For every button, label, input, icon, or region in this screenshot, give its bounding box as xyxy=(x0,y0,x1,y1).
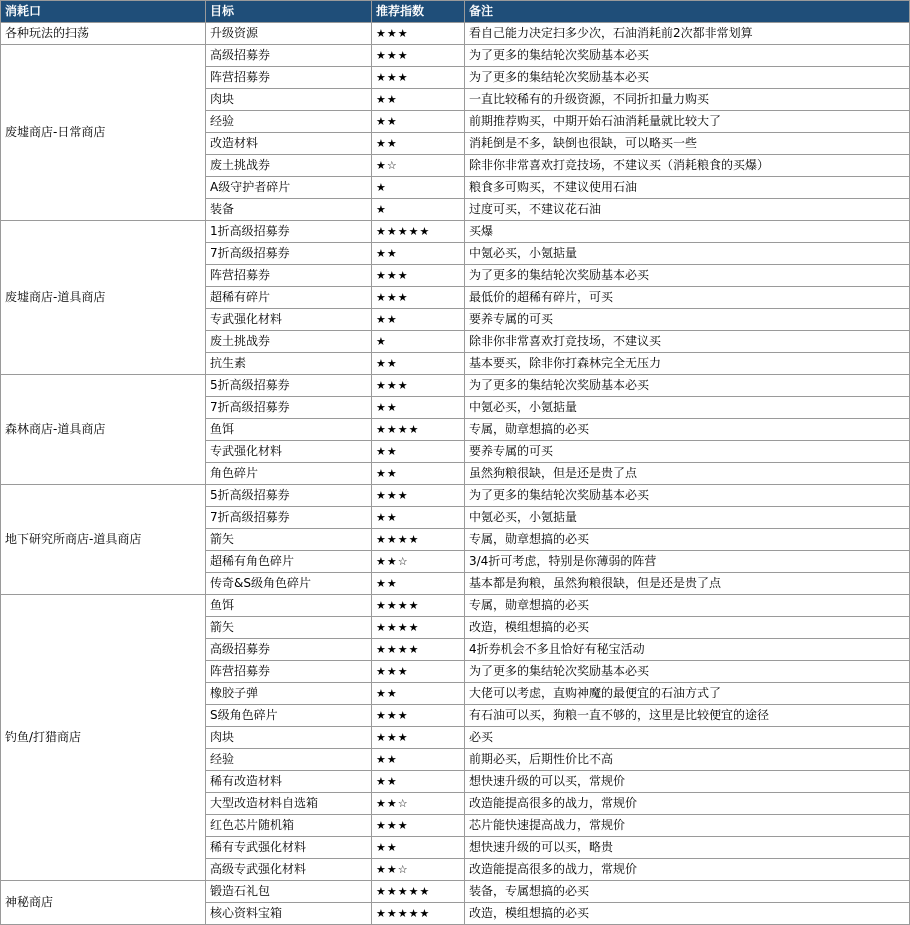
rating-cell: ★★★★★ xyxy=(372,881,465,903)
notes-cell: 为了更多的集结轮次奖励基本必买 xyxy=(465,661,910,683)
target-cell: 传奇&S级角色碎片 xyxy=(206,573,372,595)
target-cell: 阵营招募券 xyxy=(206,265,372,287)
rating-cell: ★★ xyxy=(372,133,465,155)
target-cell: 阵营招募券 xyxy=(206,67,372,89)
target-cell: 角色碎片 xyxy=(206,463,372,485)
rating-cell: ★★★ xyxy=(372,485,465,507)
notes-cell: 专属，勋章想搞的必买 xyxy=(465,529,910,551)
table-row xyxy=(1,221,910,243)
target-cell: 抗生素 xyxy=(206,353,372,375)
rating-cell: ★ xyxy=(372,177,465,199)
rating-cell: ★★★ xyxy=(372,661,465,683)
notes-cell: 基本要买，除非你打森林完全无压力 xyxy=(465,353,910,375)
table-row xyxy=(1,23,910,45)
rating-cell: ★★★ xyxy=(372,815,465,837)
table-row xyxy=(1,45,910,67)
target-cell: 5折高级招募券 xyxy=(206,375,372,397)
rating-cell: ★ xyxy=(372,331,465,353)
notes-cell: 改造能提高很多的战力，常规价 xyxy=(465,859,910,881)
notes-cell: 粮食多可购买，不建议使用石油 xyxy=(465,177,910,199)
rating-cell: ★★ xyxy=(372,353,465,375)
notes-cell: 为了更多的集结轮次奖励基本必买 xyxy=(465,375,910,397)
target-cell: 经验 xyxy=(206,749,372,771)
target-cell: 肉块 xyxy=(206,727,372,749)
rating-cell: ★☆ xyxy=(372,155,465,177)
target-cell: 箭矢 xyxy=(206,529,372,551)
target-cell: 橡胶子弹 xyxy=(206,683,372,705)
header-row xyxy=(1,1,910,23)
target-cell: 高级招募券 xyxy=(206,45,372,67)
rating-cell: ★★ xyxy=(372,441,465,463)
shop-source-cell: 废墟商店-日常商店 xyxy=(1,45,206,221)
shop-source-cell: 各种玩法的扫荡 xyxy=(1,23,206,45)
target-cell: A级守护者碎片 xyxy=(206,177,372,199)
notes-cell: 看自己能力决定扫多少次，石油消耗前2次都非常划算 xyxy=(465,23,910,45)
target-cell: 7折高级招募券 xyxy=(206,397,372,419)
notes-cell: 中氪必买，小氪掂量 xyxy=(465,507,910,529)
notes-cell: 中氪必买，小氪掂量 xyxy=(465,243,910,265)
rating-cell: ★★☆ xyxy=(372,793,465,815)
notes-cell: 要养专属的可买 xyxy=(465,441,910,463)
rating-cell: ★★★★ xyxy=(372,617,465,639)
target-cell: 改造材料 xyxy=(206,133,372,155)
notes-cell: 想快速升级的可以买，略贵 xyxy=(465,837,910,859)
notes-cell: 专属，勋章想搞的必买 xyxy=(465,595,910,617)
table-body xyxy=(1,23,910,925)
rating-cell: ★★ xyxy=(372,507,465,529)
target-cell: 超稀有碎片 xyxy=(206,287,372,309)
rating-cell: ★★☆ xyxy=(372,551,465,573)
notes-cell: 想快速升级的可以买，常规价 xyxy=(465,771,910,793)
target-cell: 阵营招募券 xyxy=(206,661,372,683)
notes-cell: 为了更多的集结轮次奖励基本必买 xyxy=(465,45,910,67)
rating-cell: ★★★★ xyxy=(372,595,465,617)
table-row xyxy=(1,375,910,397)
rating-cell: ★★★ xyxy=(372,375,465,397)
notes-cell: 改造，模组想搞的必买 xyxy=(465,903,910,925)
notes-cell: 过度可买，不建议花石油 xyxy=(465,199,910,221)
rating-cell: ★★ xyxy=(372,749,465,771)
shop-source-cell: 地下研究所商店-道具商店 xyxy=(1,485,206,595)
target-cell: S级角色碎片 xyxy=(206,705,372,727)
table-row xyxy=(1,485,910,507)
notes-cell: 为了更多的集结轮次奖励基本必买 xyxy=(465,67,910,89)
rating-cell: ★★ xyxy=(372,111,465,133)
notes-cell: 中氪必买，小氪掂量 xyxy=(465,397,910,419)
target-cell: 废土挑战券 xyxy=(206,155,372,177)
rating-cell: ★★★ xyxy=(372,45,465,67)
notes-cell: 基本都是狗粮，虽然狗粮很缺，但是还是贵了点 xyxy=(465,573,910,595)
shop-source-cell: 废墟商店-道具商店 xyxy=(1,221,206,375)
header-target: 目标 xyxy=(206,1,372,23)
shop-source-cell: 森林商店-道具商店 xyxy=(1,375,206,485)
target-cell: 高级专武强化材料 xyxy=(206,859,372,881)
rating-cell: ★★★ xyxy=(372,265,465,287)
rating-cell: ★★ xyxy=(372,837,465,859)
target-cell: 专武强化材料 xyxy=(206,309,372,331)
notes-cell: 消耗倒是不多，缺倒也很缺，可以略买一些 xyxy=(465,133,910,155)
rating-cell: ★★★★ xyxy=(372,419,465,441)
notes-cell: 专属，勋章想搞的必买 xyxy=(465,419,910,441)
header-source: 消耗口 xyxy=(1,1,206,23)
rating-cell: ★★★ xyxy=(372,705,465,727)
notes-cell: 除非你非常喜欢打竞技场，不建议买 xyxy=(465,331,910,353)
table-row xyxy=(1,595,910,617)
rating-cell: ★★★★★ xyxy=(372,221,465,243)
target-cell: 专武强化材料 xyxy=(206,441,372,463)
target-cell: 稀有改造材料 xyxy=(206,771,372,793)
rating-cell: ★★★ xyxy=(372,23,465,45)
target-cell: 装备 xyxy=(206,199,372,221)
rating-cell: ★★ xyxy=(372,89,465,111)
target-cell: 核心资料宝箱 xyxy=(206,903,372,925)
notes-cell: 买爆 xyxy=(465,221,910,243)
rating-cell: ★★★★ xyxy=(372,529,465,551)
target-cell: 5折高级招募券 xyxy=(206,485,372,507)
notes-cell: 改造能提高很多的战力，常规价 xyxy=(465,793,910,815)
target-cell: 1折高级招募券 xyxy=(206,221,372,243)
target-cell: 鱼饵 xyxy=(206,419,372,441)
notes-cell: 最低价的超稀有碎片，可买 xyxy=(465,287,910,309)
notes-cell: 要养专属的可买 xyxy=(465,309,910,331)
target-cell: 7折高级招募券 xyxy=(206,507,372,529)
rating-cell: ★★ xyxy=(372,243,465,265)
target-cell: 升级资源 xyxy=(206,23,372,45)
notes-cell: 3/4折可考虑，特别是你薄弱的阵营 xyxy=(465,551,910,573)
notes-cell: 改造，模组想搞的必买 xyxy=(465,617,910,639)
notes-cell: 虽然狗粮很缺，但是还是贵了点 xyxy=(465,463,910,485)
header-rating: 推荐指数 xyxy=(372,1,465,23)
rating-cell: ★★☆ xyxy=(372,859,465,881)
target-cell: 锻造石礼包 xyxy=(206,881,372,903)
notes-cell: 芯片能快速提高战力，常规价 xyxy=(465,815,910,837)
notes-cell: 前期必买，后期性价比不高 xyxy=(465,749,910,771)
rating-cell: ★★★ xyxy=(372,67,465,89)
notes-cell: 为了更多的集结轮次奖励基本必买 xyxy=(465,485,910,507)
rating-cell: ★★★ xyxy=(372,727,465,749)
target-cell: 7折高级招募券 xyxy=(206,243,372,265)
notes-cell: 一直比较稀有的升级资源，不同折扣量力购买 xyxy=(465,89,910,111)
target-cell: 高级招募券 xyxy=(206,639,372,661)
target-cell: 箭矢 xyxy=(206,617,372,639)
rating-cell: ★★ xyxy=(372,771,465,793)
notes-cell: 大佬可以考虑，直购神魔的最便宜的石油方式了 xyxy=(465,683,910,705)
target-cell: 红色芯片随机箱 xyxy=(206,815,372,837)
header-notes: 备注 xyxy=(465,1,910,23)
notes-cell: 前期推荐购买，中期开始石油消耗量就比较大了 xyxy=(465,111,910,133)
table-row xyxy=(1,881,910,903)
target-cell: 大型改造材料自选箱 xyxy=(206,793,372,815)
rating-cell: ★ xyxy=(372,199,465,221)
notes-cell: 4折券机会不多且恰好有秘宝活动 xyxy=(465,639,910,661)
notes-cell: 除非你非常喜欢打竞技场，不建议买（消耗粮食的买爆） xyxy=(465,155,910,177)
target-cell: 超稀有角色碎片 xyxy=(206,551,372,573)
rating-cell: ★★ xyxy=(372,463,465,485)
rating-cell: ★★★★★ xyxy=(372,903,465,925)
rating-cell: ★★ xyxy=(372,683,465,705)
notes-cell: 装备，专属想搞的必买 xyxy=(465,881,910,903)
notes-cell: 为了更多的集结轮次奖励基本必买 xyxy=(465,265,910,287)
rating-cell: ★★★ xyxy=(372,287,465,309)
target-cell: 稀有专武强化材料 xyxy=(206,837,372,859)
target-cell: 废土挑战券 xyxy=(206,331,372,353)
rating-cell: ★★★★ xyxy=(372,639,465,661)
notes-cell: 有石油可以买，狗粮一直不够的，这里是比较便宜的途径 xyxy=(465,705,910,727)
shop-source-cell: 神秘商店 xyxy=(1,881,206,925)
rating-cell: ★★ xyxy=(372,573,465,595)
target-cell: 肉块 xyxy=(206,89,372,111)
target-cell: 经验 xyxy=(206,111,372,133)
rating-cell: ★★ xyxy=(372,397,465,419)
target-cell: 鱼饵 xyxy=(206,595,372,617)
notes-cell: 必买 xyxy=(465,727,910,749)
shop-source-cell: 钓鱼/打猎商店 xyxy=(1,595,206,881)
rating-cell: ★★ xyxy=(372,309,465,331)
